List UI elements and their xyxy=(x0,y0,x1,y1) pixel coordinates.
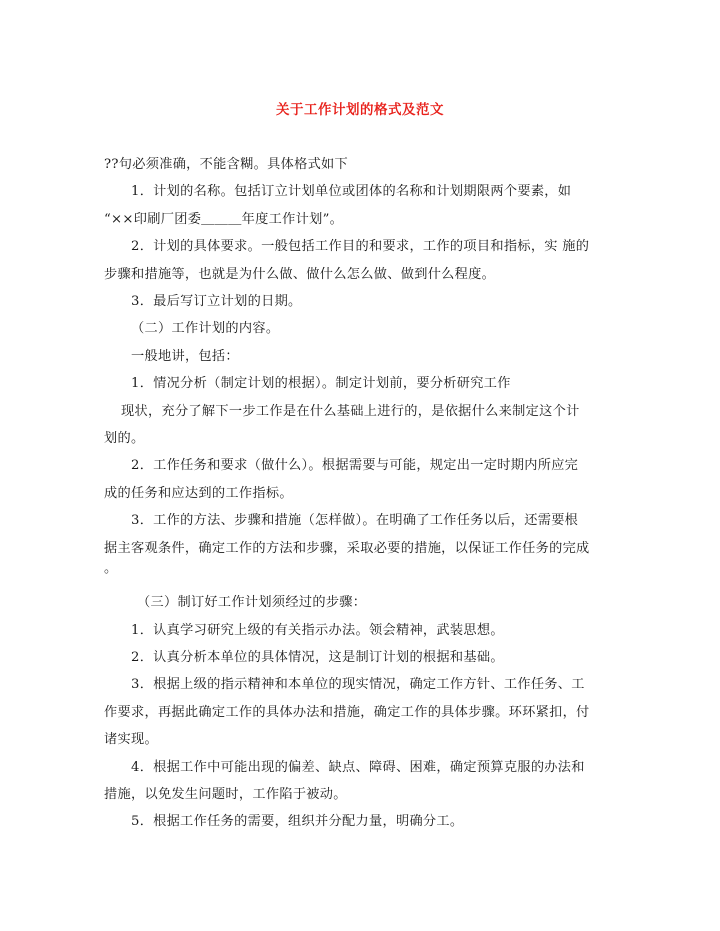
paragraph-line: 作要求，再据此确定工作的具体办法和措施，确定工作的具体步骤。环环紧扣，付 xyxy=(104,704,590,720)
paragraph-line: 一般地讲，包括： xyxy=(131,348,239,364)
paragraph-line: 成的任务和应达到的工作指标。 xyxy=(104,485,293,501)
paragraph-line: 步骤和措施等，也就是为什么做、做什么怎么做、做到什么程度。 xyxy=(104,266,496,282)
paragraph-line: 据主客观条件，确定工作的方法和步骤，采取必要的措施，以保证工作任务的完成 xyxy=(104,540,590,556)
paragraph-line: 1．认真学习研究上级的有关指示办法。领会精神，武装思想。 xyxy=(131,622,504,638)
paragraph-line: “××印刷厂团委＿＿＿年度工作计划”。 xyxy=(104,211,344,227)
paragraph-line: 划的。 xyxy=(104,431,145,447)
paragraph-line: 1．情况分析（制定计划的根据）。制定计划前，要分析研究工作 xyxy=(131,376,511,392)
paragraph-line: 诸实现。 xyxy=(104,732,158,748)
paragraph-line: 1．计划的名称。包括订立计划单位或团体的名称和计划期限两个要素，如 xyxy=(131,184,572,200)
paragraph-line: 5．根据工作任务的需要，组织并分配力量，明确分工。 xyxy=(131,814,464,830)
paragraph-line: 2．计划的具体要求。一般包括工作目的和要求，工作的项目和指标，实 施的 xyxy=(131,239,590,255)
section-heading: （二）工作计划的内容。 xyxy=(131,321,280,337)
section-heading: （三）制订好工作计划须经过的步骤： xyxy=(137,595,367,611)
paragraph-line: 3．工作的方法、步骤和措施（怎样做）。在明确了工作任务以后，还需要根 xyxy=(131,513,579,529)
paragraph-line: 4．根据工作中可能出现的偏差、缺点、障碍、困难，确定预算克服的办法和 xyxy=(131,759,585,775)
document-body xyxy=(104,151,616,836)
paragraph-line: 。 xyxy=(104,561,118,577)
paragraph-line: 3．根据上级的指示精神和本单位的现实情况，确定工作方针、工作任务、工 xyxy=(131,677,585,693)
paragraph-line: 2．认真分析本单位的具体情况，这是制订计划的根据和基础。 xyxy=(131,649,504,665)
paragraph-line: 现状，充分了解下一步工作是在什么基础上进行的，是依据什么来制定这个计 xyxy=(121,403,580,419)
paragraph-line: 措施，以免发生问题时，工作陷于被动。 xyxy=(104,786,347,802)
paragraph-line: 2．工作任务和要求（做什么）。根据需要与可能，规定出一定时期内所应完 xyxy=(131,458,579,474)
paragraph-line: 3．最后写订立计划的日期。 xyxy=(131,294,302,310)
paragraph-line: ??句必须准确，不能含糊。具体格式如下 xyxy=(104,157,349,172)
document-title: 关于工作计划的格式及范文 xyxy=(276,102,444,118)
